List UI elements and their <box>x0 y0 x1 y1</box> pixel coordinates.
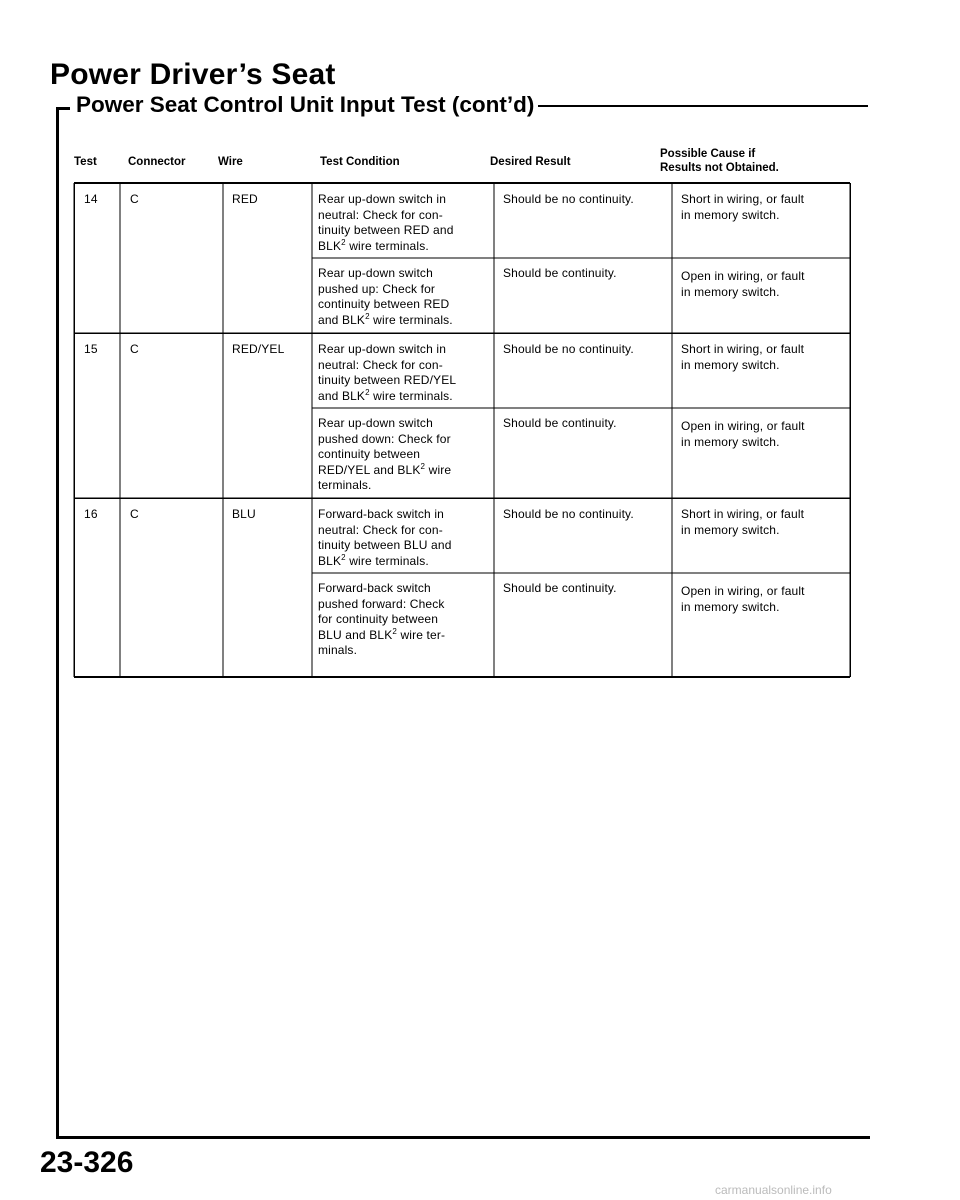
test-condition <box>318 581 445 659</box>
test-condition <box>318 266 453 328</box>
footnote-marker: 2 <box>392 626 397 636</box>
header-possible-cause-line2: Results not Obtained. <box>660 162 779 174</box>
test-condition-line: pushed up: Check for <box>318 281 436 296</box>
connector-value: C <box>130 342 139 356</box>
test-condition-line: terminals. <box>318 478 372 492</box>
page-number: 23-326 <box>40 1146 134 1179</box>
test-condition-line: tinuity between RED/YEL <box>318 373 457 387</box>
connector-value: C <box>130 192 139 206</box>
wire-name: BLU and BLK <box>318 627 393 642</box>
test-condition-line: pushed down: Check for <box>318 431 451 446</box>
test-number: 16 <box>84 507 98 521</box>
footnote-marker: 2 <box>365 387 370 397</box>
test-condition-line <box>318 554 452 570</box>
test-number: 15 <box>84 342 98 356</box>
test-condition <box>318 192 454 254</box>
test-number: 14 <box>84 192 98 206</box>
test-condition-line: Rear up-down switch in <box>318 192 447 206</box>
desired-result: Should be no continuity. <box>503 342 634 356</box>
test-condition-line: tinuity between BLU and <box>318 538 452 552</box>
possible-cause-line: Open in wiring, or fault <box>681 419 805 433</box>
test-condition-line: continuity between <box>318 447 421 461</box>
test-condition-line: neutral: Check for con- <box>318 207 443 222</box>
header-possible-cause-line1: Possible Cause if <box>660 148 756 160</box>
footnote-marker: 2 <box>341 552 346 562</box>
header-test: Test <box>74 156 97 168</box>
connector-value: C <box>130 507 139 521</box>
possible-cause-line: Short in wiring, or fault <box>681 342 805 356</box>
possible-cause-line: in memory switch. <box>681 522 780 537</box>
header-test-condition: Test Condition <box>320 156 400 168</box>
wire-name: BLK <box>318 238 342 253</box>
wire-text: wire terminals. <box>369 388 453 403</box>
possible-cause <box>681 269 805 300</box>
test-condition-line: for continuity between <box>318 612 439 626</box>
header-desired-result: Desired Result <box>490 156 571 168</box>
test-condition-line: neutral: Check for con- <box>318 522 443 537</box>
possible-cause-line: Open in wiring, or fault <box>681 269 805 283</box>
wire-text: wire terminals. <box>345 553 429 568</box>
section-title: Power Seat Control Unit Input Test (cont’d) <box>76 92 535 117</box>
footnote-marker: 2 <box>341 237 346 247</box>
possible-cause-line: Short in wiring, or fault <box>681 507 805 521</box>
test-condition-line: pushed forward: Check <box>318 596 445 611</box>
wire-name: BLK <box>318 553 342 568</box>
footnote-marker: 2 <box>365 311 370 321</box>
desired-result: Should be no continuity. <box>503 192 634 206</box>
desired-result: Should be continuity. <box>503 581 617 595</box>
possible-cause-line: in memory switch. <box>681 599 780 614</box>
wire-name: and BLK <box>318 312 366 327</box>
wire-color: RED <box>232 192 258 206</box>
desired-result: Should be no continuity. <box>503 507 634 521</box>
wire-color: BLU <box>232 507 256 521</box>
wire-text: wire ter- <box>396 627 446 642</box>
test-condition-line: neutral: Check for con- <box>318 357 443 372</box>
footnote-marker: 2 <box>420 461 426 471</box>
desired-result: Should be continuity. <box>503 416 617 430</box>
possible-cause-line: Short in wiring, or fault <box>681 192 805 206</box>
possible-cause-line: in memory switch. <box>681 207 780 222</box>
possible-cause <box>681 507 804 538</box>
test-condition-line: Rear up-down switch in <box>318 342 447 356</box>
test-condition-line: tinuity between RED and <box>318 223 454 237</box>
test-condition-line <box>318 389 456 405</box>
test-condition-line: Forward-back switch <box>318 581 431 595</box>
page-title: Power Driver’s Seat <box>50 58 336 91</box>
possible-cause-line: in memory switch. <box>681 434 780 449</box>
wire-name: RED/YEL and BLK <box>318 462 421 477</box>
header-connector: Connector <box>128 156 186 168</box>
wire-text: wire terminals. <box>345 238 429 253</box>
test-condition-line: minals. <box>318 643 358 657</box>
wire-color: RED/YEL <box>232 342 285 356</box>
desired-result: Should be continuity. <box>503 266 617 280</box>
wire-text: wire <box>425 462 452 477</box>
wire-name: and BLK <box>318 388 366 403</box>
possible-cause-line: in memory switch. <box>681 357 780 372</box>
test-condition-line <box>318 628 445 644</box>
test-condition-line: continuity between RED <box>318 297 450 311</box>
test-condition <box>318 416 451 494</box>
test-condition-line: Rear up-down switch <box>318 266 433 280</box>
wire-text: wire terminals. <box>369 312 453 327</box>
test-condition-line: Forward-back switch in <box>318 507 445 521</box>
test-condition <box>318 342 456 404</box>
possible-cause <box>681 419 805 450</box>
test-condition-line <box>318 463 451 479</box>
test-condition <box>318 507 452 569</box>
possible-cause <box>681 342 804 373</box>
test-condition-line <box>318 239 454 255</box>
header-wire: Wire <box>218 156 243 168</box>
possible-cause <box>681 192 804 223</box>
possible-cause-line: Open in wiring, or fault <box>681 584 805 598</box>
test-condition-line <box>318 313 453 329</box>
test-condition-line: Rear up-down switch <box>318 416 433 430</box>
watermark: carmanualsonline.info <box>715 1183 832 1197</box>
possible-cause-line: in memory switch. <box>681 284 780 299</box>
possible-cause <box>681 584 805 615</box>
